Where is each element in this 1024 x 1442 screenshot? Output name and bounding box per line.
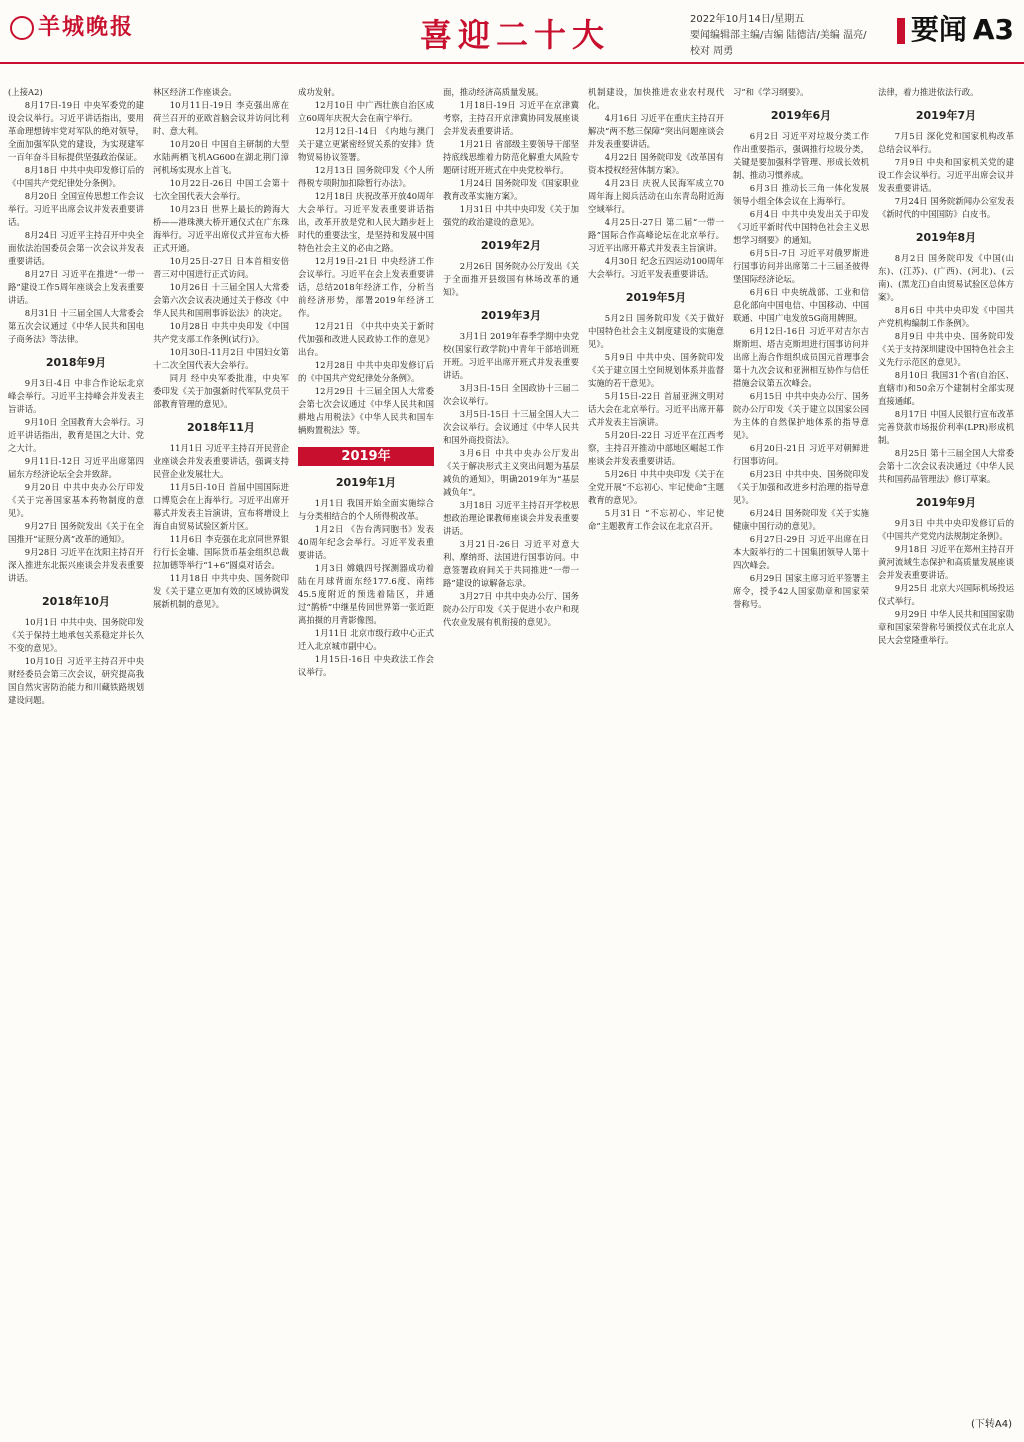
chronicle-entry: 6月15日 中共中央办公厅、国务院办公厅印发《关于建立以国家公园为主体的自然保护地体系的指导意见》。	[733, 391, 869, 440]
chronicle-entry: 10月20日 中国自主研制的大型水陆两栖飞机AG600在湖北荆门漳河机场实现水上首飞。	[153, 139, 289, 175]
chronicle-entry: 9月3日-4日 中非合作论坛北京峰会举行。习近平主持峰会并发表主旨讲话。	[8, 378, 144, 414]
chronicle-entry: 6月3日 推动长三角一体化发展领导小组全体会议在上海举行。	[733, 183, 869, 206]
chronicle-entry: 1月18日-19日 习近平在京津冀考察，主持召开京津冀协同发展座谈会并发表重要讲话。	[443, 100, 579, 136]
chronicle-entry: 10月28日 中共中央印发《中国共产党支部工作条例(试行)》。	[153, 321, 289, 344]
chronicle-entry: 9月20日 中共中央办公厅印发《关于完善国家基本药物制度的意见》。	[8, 482, 144, 518]
chronicle-entry: 3月21日-26日 习近平对意大利、摩纳哥、法国进行国事访问。中意签署政府间关于共同推进“一带一路”建设的谅解备忘录。	[443, 539, 579, 588]
chronicle-entry: 1月24日 国务院印发《国家职业教育改革实施方案》。	[443, 178, 579, 201]
chronicle-entry: 8月17日 中国人民银行宣布改革完善贷款市场报价利率(LPR)形成机制。	[878, 409, 1014, 445]
chronicle-entry: 12月12日-14日 《内地与澳门关于建立更紧密经贸关系的安排》货物贸易协议签署。	[298, 126, 434, 162]
year-banner: 2019年	[298, 447, 434, 466]
month-heading: 2019年5月	[625, 291, 687, 304]
chronicle-entry: 同月 经中央军委批准，中央军委印发《关于加强新时代军队党员干部教育管理的意见》。	[153, 373, 289, 409]
chronicle-entry: 12月21日 《中共中央关于新时代加强和改进人民政协工作的意见》出台。	[298, 321, 434, 357]
section-name: 要闻	[910, 13, 967, 46]
section-label	[897, 8, 1014, 48]
chronicle-entry: 6月2日 习近平对垃圾分类工作作出重要指示，强调推行垃圾分类，关键是要加强科学管理、形成长效机制、推动习惯养成。	[733, 131, 869, 180]
chronicle-entry: 6月24日 国务院印发《关于实施健康中国行动的意见》。	[733, 508, 869, 531]
chronicle-entry: 1月15日-16日 中央政法工作会议举行。	[298, 654, 434, 677]
month-heading: 2018年9月	[45, 356, 107, 369]
chronicle-entry: 8月17日-19日 中央军委党的建设会议举行。习近平讲话指出，要用革命理想铸牢党对军队的绝对领导，全面加强军队党的建设，为实现建军一百年奋斗目标提供坚强政治保证。	[8, 100, 144, 162]
chronicle-entry: 1月31日 中共中央印发《关于加强党的政治建设的意见》。	[443, 204, 579, 227]
chronicle-entry: 11月1日 习近平主持召开民营企业座谈会并发表重要讲话，强调支持民营企业发展壮大。	[153, 443, 289, 479]
chronicle-entry: 8月9日 中共中央、国务院印发《关于支持深圳建设中国特色社会主义先行示范区的意见》。	[878, 331, 1014, 367]
chronicle-entry: 6月6日 中央统战部、工业和信息化部向中国电信、中国移动、中国联通、中国广电发放5G商用牌照。	[733, 287, 869, 323]
chronicle-entry: 1月2日 《告台湾同胞书》发表40周年纪念会举行。习近平发表重要讲话。	[298, 524, 434, 560]
month-heading: 2019年1月	[335, 476, 397, 489]
chronicle-entry: 4月22日 国务院印发《改革国有资本授权经营体制方案》。	[588, 152, 724, 175]
chronicle-entry: 5月31日 “不忘初心、牢记使命”主题教育工作会议在北京召开。	[588, 508, 724, 531]
chronicle-entry: 3月5日-15日 十三届全国人大二次会议举行。会议通过《中华人民共和国外商投资法》。	[443, 409, 579, 445]
chronicle-entry: 1月11日 北京市级行政中心正式迁入北京城市副中心。	[298, 628, 434, 651]
chronicle-entry: 5月20日-22日 习近平在江西考察，主持召开推动中部地区崛起工作座谈会并发表重要讲话。	[588, 430, 724, 466]
section-bar-icon	[897, 18, 905, 44]
chronicle-entry: 8月24日 习近平主持召开中央全面依法治国委员会第一次会议并发表重要讲话。	[8, 230, 144, 266]
chronicle-entry: (上接A2)	[8, 87, 43, 97]
chronicle-entry: 8月6日 中共中央印发《中国共产党机构编制工作条例》。	[878, 305, 1014, 328]
chronicle-entry: 6月27日-29日 习近平出席在日本大阪举行的二十国集团领导人第十四次峰会。	[733, 534, 869, 570]
chronicle-entry: 5月26日 中共中央印发《关于在全党开展“不忘初心、牢记使命”主题教育的意见》。	[588, 469, 724, 505]
chronicle-entry: 10月11日-19日 李克强出席在荷兰召开的亚欧首脑会议并访问比利时、意大利。	[153, 100, 289, 136]
logo-emblem-icon	[10, 16, 34, 40]
continued-note: (下转A4)	[970, 1419, 1012, 1430]
newspaper-logo	[10, 10, 134, 41]
text-column	[588, 86, 724, 1416]
chronicle-entry: 9月10日 全国教育大会举行。习近平讲话指出，教育是国之大计、党之大计。	[8, 417, 144, 453]
issue-date: 2022年10月14日/星期五	[690, 14, 805, 25]
chronicle-entry: 2月26日 国务院办公厅发出《关于全面推开县级国有林场改革的通知》。	[443, 261, 579, 297]
chronicle-entry: 9月25日 北京大兴国际机场投运仪式举行。	[878, 583, 1014, 606]
chronicle-entry: 12月19日-21日 中央经济工作会议举行。习近平在会上发表重要讲话，总结2018年经济工作，分析当前经济形势，部署2019年经济工作。	[298, 256, 434, 318]
month-heading: 2019年9月	[915, 496, 977, 509]
chronicle-entry: 9月28日 习近平在沈阳主持召开深入推进东北振兴座谈会并发表重要讲话。	[8, 547, 144, 583]
chronicle-entry: 成功发射。	[298, 87, 340, 97]
chronicle-entry: 7月24日 国务院新闻办公室发表《新时代的中国国防》白皮书。	[878, 196, 1014, 219]
chronicle-entry: 12月28日 中共中央印发修订后的《中国共产党纪律处分条例》。	[298, 360, 434, 383]
chronicle-entry: 6月20日-21日 习近平对朝鲜进行国事访问。	[733, 443, 869, 466]
chronicle-entry: 3月27日 中共中央办公厅、国务院办公厅印发《关于促进小农户和现代农业发展有机衔接的意见》。	[443, 591, 579, 627]
month-heading: 2019年6月	[770, 109, 832, 122]
chronicle-entry: 机制建设，加快推进农业农村现代化。	[588, 87, 724, 110]
chronicle-entry: 11月18日 中共中央、国务院印发《关于建立更加有效的区域协调发展新机制的意见》。	[153, 573, 289, 609]
chronicle-entry: 5月2日 国务院印发《关于做好中国特色社会主义制度建设的实施意见》。	[588, 313, 724, 349]
chronicle-entry: 10月22日-26日 中国工会第十七次全国代表大会举行。	[153, 178, 289, 201]
chronicle-entry: 1月3日 嫦娥四号探测器成功着陆在月球背面东经177.6度、南纬45.5度附近的预选着陆区，并通过“鹊桥”中继星传回世界第一张近距离拍摄的月背影像图。	[298, 563, 434, 625]
chronicle-entry: 8月27日 习近平在推进“一带一路”建设工作5周年座谈会上发表重要讲话。	[8, 269, 144, 305]
chronicle-entry: 8月2日 国务院印发《中国(山东)、(江苏)、(广西)、(河北)、(云南)、(黑龙江)自由贸易试验区总体方案》。	[878, 253, 1014, 302]
text-column	[153, 86, 289, 1416]
month-heading: 2018年11月	[187, 421, 255, 434]
chronicle-entry: 习”和《学习纲要》。	[733, 87, 809, 97]
chronicle-entry: 12月10日 中广西壮族自治区成立60周年庆祝大会在南宁举行。	[298, 100, 434, 123]
chronicle-entry: 5月9日 中共中央、国务院印发《关于建立国土空间规划体系并监督实施的若干意见》。	[588, 352, 724, 388]
chronicle-entry: 6月23日 中共中央、国务院印发《关于加强和改进乡村治理的指导意见》。	[733, 469, 869, 505]
chronicle-entry: 6月4日 中共中央发出关于印发《习近平新时代中国特色社会主义思想学习纲要》的通知。	[733, 209, 869, 245]
chronicle-entry: 3月6日 中共中央办公厅发出《关于解决形式主义突出问题为基层减负的通知》，明确2019年为“基层减负年”。	[443, 448, 579, 497]
chronicle-entry: 法律，着力推进依法行政。	[878, 87, 979, 97]
chronicle-entry: 10月1日 中共中央、国务院印发《关于保持土地承包关系稳定并长久不变的意见》。	[8, 617, 144, 653]
chronicle-entry: 3月3日-15日 全国政协十三届二次会议举行。	[443, 383, 579, 406]
logo-text: 羊城晚报	[38, 15, 135, 40]
month-heading: 2019年8月	[915, 231, 977, 244]
chronicle-entry: 10月10日 习近平主持召开中央财经委员会第三次会议，研究提高我国自然灾害防治能力和川藏铁路规划建设问题。	[8, 656, 144, 705]
chronicle-entry: 9月11日-12日 习近平出席第四届东方经济论坛全会并致辞。	[8, 456, 144, 479]
chronicle-entry: 12月18日 庆祝改革开放40周年大会举行。习近平发表重要讲话指出，改革开放是党和人民大踏步赶上时代的重要法宝，是坚持和发展中国特色社会主义的必由之路。	[298, 191, 434, 253]
chronicle-entry: 9月3日 中共中央印发修订后的《中国共产党党内法规制定条例》。	[878, 518, 1014, 541]
chronicle-entry: 8月10日 我国31个省(自治区、直辖市)和50余万个建制村全部实现直接通邮。	[878, 370, 1014, 406]
chronicle-entry: 8月25日 第十三届全国人大常委会第十二次会议表决通过《中华人民共和国药品管理法》修订草案。	[878, 448, 1014, 484]
chronicle-entry: 9月27日 国务院发出《关于在全国推开“证照分离”改革的通知》。	[8, 521, 144, 544]
text-column	[733, 86, 869, 1416]
chronicle-entry: 7月5日 深化党和国家机构改革总结会议举行。	[878, 131, 1014, 154]
chronicle-entry: 4月16日 习近平在重庆主持召开解决“两不愁三保障”突出问题座谈会并发表重要讲话。	[588, 113, 724, 149]
chronicle-entry: 10月25日-27日 日本首相安倍晋三对中国进行正式访问。	[153, 256, 289, 279]
masthead	[0, 0, 1024, 64]
chronicle-entry: 6月12日-16日 习近平对吉尔吉斯斯坦、塔吉克斯坦进行国事访问并出席上海合作组织成员国元首理事会第十九次会议和亚洲相互协作与信任措施会议第五次峰会。	[733, 326, 869, 388]
month-heading: 2019年7月	[915, 109, 977, 122]
chronicle-entry: 10月23日 世界上最长的跨海大桥——港珠澳大桥开通仪式在广东珠海举行。习近平出席仪式并宣布大桥正式开通。	[153, 204, 289, 253]
chronicle-entry: 10月26日 十三届全国人大常委会第六次会议表决通过关于修改《中华人民共和国刑事诉讼法》的决定。	[153, 282, 289, 318]
chronicle-entry: 面，推动经济高质量发展。	[443, 87, 544, 97]
text-column	[878, 86, 1014, 1416]
chronicle-entry: 7月9日 中央和国家机关党的建设工作会议举行。习近平出席会议并发表重要讲话。	[878, 157, 1014, 193]
chronicle-entry: 8月31日 十三届全国人大常委会第五次会议通过《中华人民共和国电子商务法》等法律。	[8, 308, 144, 344]
chronicle-entry: 11月6日 李克强在北京同世界银行行长金墉、国际货币基金组织总裁拉加德等举行“1+6”圆桌对话会。	[153, 534, 289, 570]
chronicle-entry: 12月13日 国务院印发《个人所得税专项附加扣除暂行办法》。	[298, 165, 434, 188]
chronicle-entry: 4月23日 庆祝人民海军成立70周年海上阅兵活动在山东青岛附近海空域举行。	[588, 178, 724, 214]
chronicle-entry: 6月29日 国家主席习近平签署主席令，授予42人国家勋章和国家荣誉称号。	[733, 573, 869, 609]
issue-meta	[690, 12, 870, 60]
chronicle-entry: 4月25日-27日 第二届“一带一路”国际合作高峰论坛在北京举行。习近平出席开幕式并发表主旨演讲。	[588, 217, 724, 253]
text-column	[443, 86, 579, 1416]
chronicle-entry: 3月1日 2019年春季学期中央党校(国家行政学院)中青年干部培训班开班。习近平出席开班式并发表重要讲话。	[443, 331, 579, 380]
chronicle-entry: 1月21日 省部级主要领导干部坚持底线思维着力防范化解重大风险专题研讨班开班式在中央党校举行。	[443, 139, 579, 175]
chronicle-entry: 9月18日 习近平在郑州主持召开黄河流域生态保护和高质量发展座谈会并发表重要讲话。	[878, 544, 1014, 580]
page-number: A3	[972, 13, 1014, 46]
month-heading: 2018年10月	[42, 595, 110, 608]
chronicle-entry: 1月1日 我国开始全面实施综合与分类相结合的个人所得税改革。	[298, 498, 434, 521]
chronicle-entry: 8月18日 中共中央印发修订后的《中国共产党纪律处分条例》。	[8, 165, 144, 188]
chronicle-entry: 10月30日-11月2日 中国妇女第十二次全国代表大会举行。	[153, 347, 289, 370]
chronicle-entry: 6月5日-7日 习近平对俄罗斯进行国事访问并出席第二十三届圣彼得堡国际经济论坛。	[733, 248, 869, 284]
chronicle-entry: 3月18日 习近平主持召开学校思想政治理论课教师座谈会并发表重要讲话。	[443, 500, 579, 536]
special-title: 喜迎二十大	[420, 16, 611, 54]
month-heading: 2019年3月	[480, 309, 542, 322]
chronicle-entry: 8月20日 全国宣传思想工作会议举行。习近平出席会议并发表重要讲话。	[8, 191, 144, 227]
text-column	[8, 86, 144, 1416]
chronicle-entry: 林区经济工作座谈会。	[153, 87, 237, 97]
chronicle-entry: 12月29日 十三届全国人大常委会第七次会议通过《中华人民共和国耕地占用税法》《中华人民共和国车辆购置税法》等。	[298, 386, 434, 435]
chronicle-entry: 4月30日 纪念五四运动100周年大会举行。习近平发表重要讲话。	[588, 256, 724, 279]
text-column	[298, 86, 434, 1416]
chronicle-entry: 11月5日-10日 首届中国国际进口博览会在上海举行。习近平出席开幕式并发表主旨演讲，宣布将增设上海自由贸易试验区新片区。	[153, 482, 289, 531]
article-columns	[8, 86, 1016, 1416]
month-heading: 2019年2月	[480, 239, 542, 252]
editor-credits: 要闻编辑部主编/吉编 陆德洁/美编 温亮/校对 周勇	[690, 30, 867, 57]
chronicle-entry: 5月15日-22日 首届亚洲文明对话大会在北京举行。习近平出席开幕式并发表主旨演讲。	[588, 391, 724, 427]
chronicle-entry: 9月29日 中华人民共和国国家勋章和国家荣誉称号颁授仪式在北京人民大会堂隆重举行。	[878, 609, 1014, 645]
